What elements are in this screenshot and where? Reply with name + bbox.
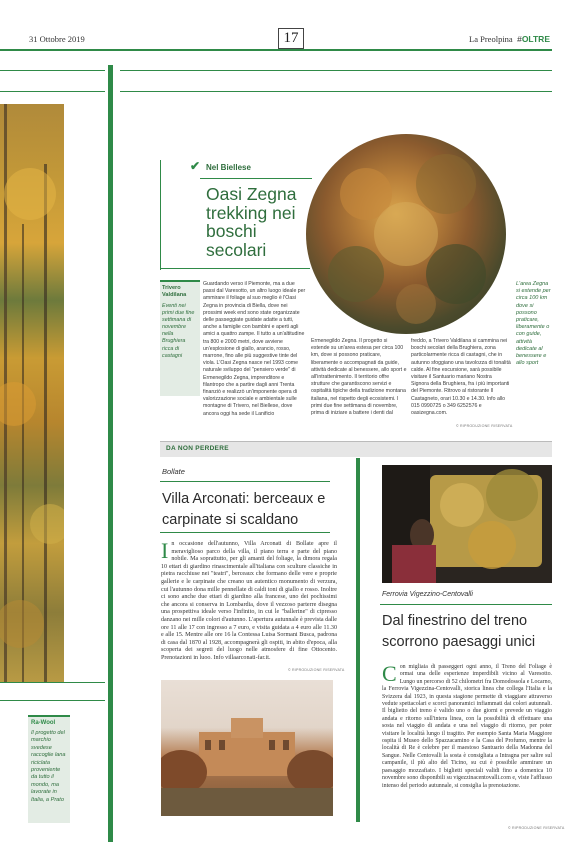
section-bar-label: DA NON PERDERE [166,445,229,452]
forest-texture [306,134,506,334]
feature-sidebar-title: Trivero Valdilana [162,285,187,298]
train-window-illustration [382,465,552,583]
section-hash: # [517,34,522,44]
train-window-photo [382,465,552,583]
feature-kicker [190,159,251,173]
feature-credit: © RIPRODUZIONE RISERVATA [456,424,513,428]
feature-column-2: Ermenegildo Zegna. Il progetto si estende su un'area estesa per circa 100 km, dove si possono praticare, liberamente o accompagnati da guide, attività dedicate al benessere, allo sport e all'intrattenimento. Il territorio offre strutture che garantiscono servizi e ospitalità tipiche della tradizione montana italiana, nel rispetto degli ecosistemi. I primi due fine settimana di novembre, prima di iniziare a battere i denti dal [311,338,407,417]
article-left-body-wrap [161,538,337,663]
publication-title: La Preolpina [469,34,513,44]
feature-column-3: freddo, a Trivero Valdilana si cammina nei boschi secolari della Brughiera, zona particolarmente ricca di castagni, che in autunno sfoggiano una tavolozza di tonalità calde. Al fine escursione, sarà possibile visitare il Santuario mariano Nostra Signora della Brughiera, fra i più importanti del Piemonte. Ritrovo al ristorante Il Castagneto, orari 10.30 e 14.30. Info allo 015 0990725 o 349 6252576 e oasizegna.com. [411,338,511,417]
article-right-caption: Ferrovia Vigezzino-Centovalli [382,591,473,598]
feature-sidebar [160,280,200,396]
top-rule-1 [0,70,105,71]
forest-photo-circle [306,134,506,334]
feature-kicker-rule [200,178,312,179]
feature-title: Oasi Zegna trekking nei boschi secolari [206,184,297,260]
article-left-title: Villa Arconati: berceaux e carpinate si scaldano [162,491,326,528]
section-name: OLTRE [521,34,550,44]
header-rule [0,49,552,51]
forest-photo-left [0,104,64,682]
article-left-dropcap: I [161,538,169,563]
green-vertical-bar-left [108,65,113,842]
article-right-dropcap: C [382,661,397,686]
top-rule-2 [120,70,552,71]
ra-wool-text: Il progetto del marchio svedese raccoglie lana riciclata proveniente da tutto il mondo, ma lavorate in Italia, a Prato [31,730,66,803]
villa-photo [161,680,333,816]
top-rule-4 [120,91,552,92]
tree-trunks [0,104,64,682]
article-right-credit: © RIPRODUZIONE RISERVATA [508,826,565,830]
feature-left-rule [160,160,161,270]
article-left-credit: © RIPRODUZIONE RISERVATA [288,668,345,672]
top-rule-3 [0,91,105,92]
ra-wool-title: Ra-Wool [31,720,56,726]
villa-illustration [161,680,333,816]
left-rule-bottom [0,682,105,683]
section-bar [160,441,552,457]
feature-sidebar-text: Eventi nei primi due fine settimana di novembre nella Brughiera ricca di castagni [162,303,195,359]
article-right-body: on migliaia di passeggeri ogni anno, il Treno del Foliage è ormai una delle esperienze imperdibili vicino al Varesotto. Lungo un percorso di 52 chilometri fra Domodossola e Locarno, la Ferrovia Vigezzina-Centovalli, storica linea che collega l'Italia e la Svizzera dal 1923, in questa stagione permette di viaggiare attraverso vedute spettacolari e scorci panoramici infiammati dai colori autunnali. Il biglietto del treno è valido uno o due giorni e prevede un viaggio andata e ritorno sull'intera linea, con la possibilità di effettuare una sosta nel viaggio di andata e una nel viaggio di ritorno, per poter visitare le località lungo il tragitto. Per esempio Santa Maria Maggiore ospita il Museo dello Spazzacamino e la Casa del Profumo, mentre la località di Re è celebre per il maestoso Santuario della Madonna del Sangue. Nelle Centovalli la sosta è consigliata a Intragna per salire sul campanile, il più alto del Ticino, su cui è possibile ammirare un paesaggio mozzafiato. I biglietti speciali validi fino a domenica 10 novembre sono disponibili su vigezzinacentovalli.com e, viste l'afflusso intenso del periodo autunnale, si consiglia la prenotazione. [382,664,552,789]
article-right-title: Dal finestrino del treno scorrono paesaggi unici [382,613,536,650]
left-rule-bottom-2 [0,700,105,701]
article-left-kicker-rule [160,481,330,482]
article-left-kicker: Bollate [162,467,185,476]
article-left-title-rule [160,532,330,533]
page-number: 17 [278,28,304,49]
feature-title-underline [160,268,310,269]
article-right-body-wrap [382,661,552,790]
publication-name [469,34,550,44]
feature-photo-caption: L'area Zegna si estende per circa 100 km dove si possono praticare, liberamente o con guide, attività dedicate al benessere e allo sport [516,281,551,367]
feature-column-1: Guardando verso il Piemonte, ma a due passi dal Varesotto, un altro luogo ideale per ammirare il foliage al suo meglio è l'Oasi Zegna in provincia di Biella, dove nei prossimi week end sono state organizzate delle passeggiate guidate adatte a tutti, anche a famiglie con bambini e aperti agli amici a quattro zampe. Il tutto a un'altitudine tra 800 e 2000 metri, dove avviene un'esplosione di giallo, arancio, rosso, marrone, fino alle più suggestive tinte del viola. L'Oasi Zegna nasce nel 1993 come naturale sviluppo del "pensiero verde" di Ermenegildo Zegna, imprenditore e filantropo che a partire dagli anni Trenta finanziò e realizzò un'imponente opera di valorizzazione sociale e ambientale sulle montagne di Trivero, nel Biellese, dove ancora oggi ha sede il Lanificio [203,281,306,417]
header-date: 31 Ottobre 2019 [29,34,85,44]
check-icon: ✔ [190,159,201,173]
article-left-body: n occasione dell'autunno, Villa Arconati di Bollate apre il meraviglioso parco della villa, il piano terra e parte del piano nobile. Ma soprattutto, per gli amanti del foliage, la dimora regala 10 ettari di giardino rinascimentale all'italiana con sculture classiche in pietra racchiuse nei "teatri", berceaux che formano delle vere e proprie gallerie e le carpinate che creano un autentico monumento di verzura, cui l'autunno dona mille pennellate di caldi toni di giallo e rosso. Inoltre ci sono anche due ettari di giardino alla francese, uno dei pochissimi che ancora si conserva in Lombardia, dove il vezzoso parterre disegna una prospettiva ideale verso l'infinito, in cui le "ballerine" di cipresso danzano nei mille colori d'autunno. L'apertura autunnale è prevista dalle ore 11 alle 17 con ingresso a 7 euro, e visita guidata a 4 euro alle 11.30 e alle 15. Mentre alle ore 16 la Contessa Luisa Sormani Busca, padrona di casa dal 1870 al 1928, accompagnerà gli ospiti, in abito d'epoca, alla scoperta dei segreti del luogo nelle atmosfere di fine Ottocento. Prenotazioni in luoo. Info villaarconati-far.it. [161,541,337,661]
article-right-caption-rule [380,604,552,605]
ra-wool-box [28,715,70,823]
column-divider [356,458,360,822]
feature-kicker-text: Nel Biellese [206,163,251,172]
